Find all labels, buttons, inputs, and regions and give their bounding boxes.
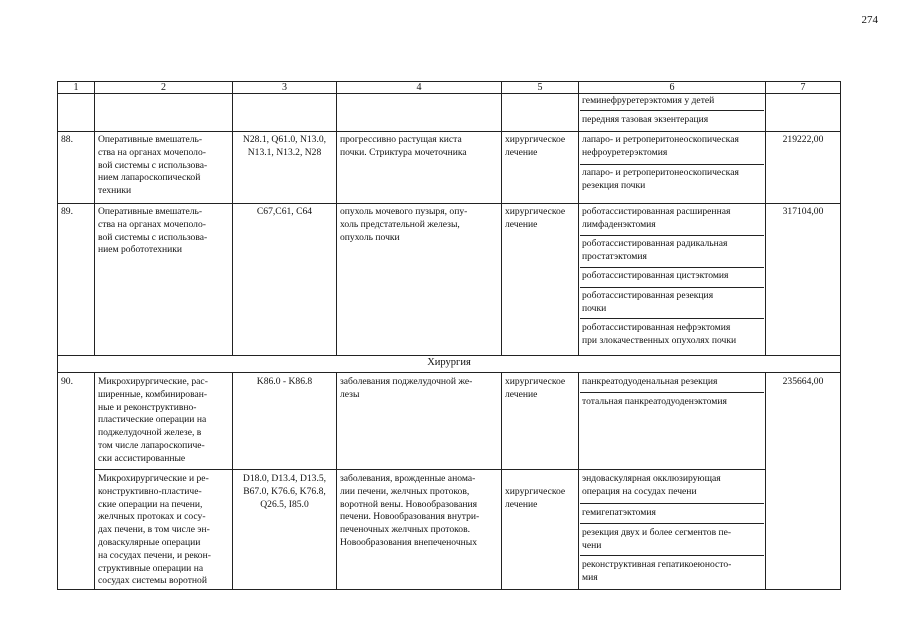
table-border-left bbox=[57, 81, 58, 590]
method-divider bbox=[580, 523, 764, 524]
procedure-name: Микрохирургические и ре- конструктивно-пластиче- ские операции на печени, желчных протоках и сосу- дах печени, в том числе эн- доваскулярные операции на сосудах печени, и рекон- структивные операции на сосудах системы воротной bbox=[98, 473, 211, 587]
col-divider bbox=[94, 372, 95, 590]
method-item: роботассистированная цистэктомия bbox=[582, 270, 729, 281]
method-divider bbox=[580, 503, 764, 504]
row-number: 88. bbox=[61, 134, 73, 145]
procedure-name: Микрохирургические, рас- ширенные, комбинирован- ные и реконструктивно- пластические операции на поджелудочной железе, в том числе лапароскопиче- ски ассистированные bbox=[98, 376, 208, 464]
row-divider bbox=[94, 469, 766, 470]
method-item: реконструктивная гепатикоеюносто- мия bbox=[582, 559, 732, 583]
column-header: 4 bbox=[416, 82, 422, 93]
method-item: резекция двух и более сегментов пе- чени bbox=[582, 527, 732, 551]
col-divider bbox=[578, 372, 579, 590]
column-header: 2 bbox=[161, 82, 166, 93]
method-divider bbox=[580, 318, 764, 319]
row-divider bbox=[57, 131, 841, 132]
icd-codes: C67,C61, C64 bbox=[256, 206, 313, 217]
col-divider bbox=[765, 372, 766, 590]
row-divider bbox=[57, 355, 841, 356]
method-item: передняя тазовая экзентерация bbox=[582, 114, 709, 125]
cost-value: 317104,00 bbox=[782, 206, 824, 217]
col-divider bbox=[336, 372, 337, 590]
cost-value: 219222,00 bbox=[782, 134, 824, 145]
patient-model: заболевания поджелудочной же- лезы bbox=[340, 376, 473, 400]
column-header: 1 bbox=[73, 82, 79, 93]
method-divider bbox=[580, 235, 764, 236]
method-divider bbox=[580, 164, 764, 165]
cost-value: 235664,00 bbox=[782, 376, 824, 387]
method-divider bbox=[580, 287, 764, 288]
row-divider bbox=[57, 203, 841, 204]
row-number: 90. bbox=[61, 376, 73, 387]
page-number: 274 bbox=[861, 14, 878, 26]
row-number: 89. bbox=[61, 206, 73, 217]
col-divider bbox=[94, 81, 95, 355]
procedure-name: Оперативные вмешатель- ства на органах мочеполо- вой системы с использова- нием лапароскопической техники bbox=[98, 134, 208, 197]
icd-codes: N28.1, Q61.0, N13.0, N13.1, N13.2, N28 bbox=[242, 134, 327, 158]
method-item: лапаро- и ретроперитонеоскопическая резекция почки bbox=[582, 167, 739, 191]
table-border-right bbox=[840, 81, 841, 590]
patient-model: опухоль мочевого пузыря, опу- холь предстательной железы, опухоль почки bbox=[340, 206, 468, 243]
col-divider bbox=[578, 81, 579, 355]
method-item: геминефруретерэктомия у детей bbox=[582, 95, 715, 106]
method-item: роботассистированная резекция почки bbox=[582, 290, 714, 314]
icd-codes: K86.0 - K86.8 bbox=[256, 376, 313, 387]
method-item: эндоваскулярная окклюзирующая операция на сосудах печени bbox=[582, 473, 721, 497]
patient-model: заболевания, врожденные анома- лии печени, желчных протоков, воротной вены. Новообразования печени. Новообразования внутри- печеночных желчных протоков. Новообразования внепеченочных bbox=[340, 473, 480, 548]
column-header: 3 bbox=[282, 82, 287, 93]
col-divider bbox=[501, 81, 502, 355]
row-divider bbox=[57, 372, 841, 373]
icd-codes: D18.0, D13.4, D13.5, B67.0, K76.6, K76.8, Q26.5, I85.0 bbox=[242, 473, 327, 510]
column-header: 6 bbox=[669, 82, 675, 93]
method-item: роботассистированная нефрэктомия при злокачественных опухолях почки bbox=[582, 322, 737, 346]
treatment-type: хирургическое лечение bbox=[505, 486, 566, 510]
section-heading: Хирургия bbox=[427, 357, 471, 368]
method-divider bbox=[580, 267, 764, 268]
treatment-type: хирургическое лечение bbox=[505, 206, 566, 230]
patient-model: прогрессивно растущая киста почки. Стриктура мочеточника bbox=[340, 134, 467, 158]
method-item: лапаро- и ретроперитонеоскопическая нефроуретерэктомия bbox=[582, 134, 739, 158]
method-item: тотальная панкреатодуоденэктомия bbox=[582, 396, 727, 407]
column-header: 5 bbox=[537, 82, 543, 93]
col-divider bbox=[501, 372, 502, 590]
procedure-name: Оперативные вмешатель- ства на органах мочеполо- вой системы с использова- нием робототехники bbox=[98, 206, 208, 256]
row-divider bbox=[57, 589, 841, 590]
method-divider bbox=[580, 555, 764, 556]
method-item: роботассистированная расширенная лимфаденэктомия bbox=[582, 206, 731, 230]
method-item: панкреатодуоденальная резекция bbox=[582, 376, 718, 387]
treatment-type: хирургическое лечение bbox=[505, 134, 566, 158]
method-item: роботассистированная радикальная простатэктомия bbox=[582, 238, 728, 262]
method-divider bbox=[580, 110, 764, 111]
method-item: гемигепатэктомия bbox=[582, 507, 656, 518]
treatment-type: хирургическое лечение bbox=[505, 376, 566, 400]
column-header: 7 bbox=[800, 82, 806, 93]
col-divider bbox=[336, 81, 337, 355]
method-divider bbox=[580, 392, 764, 393]
